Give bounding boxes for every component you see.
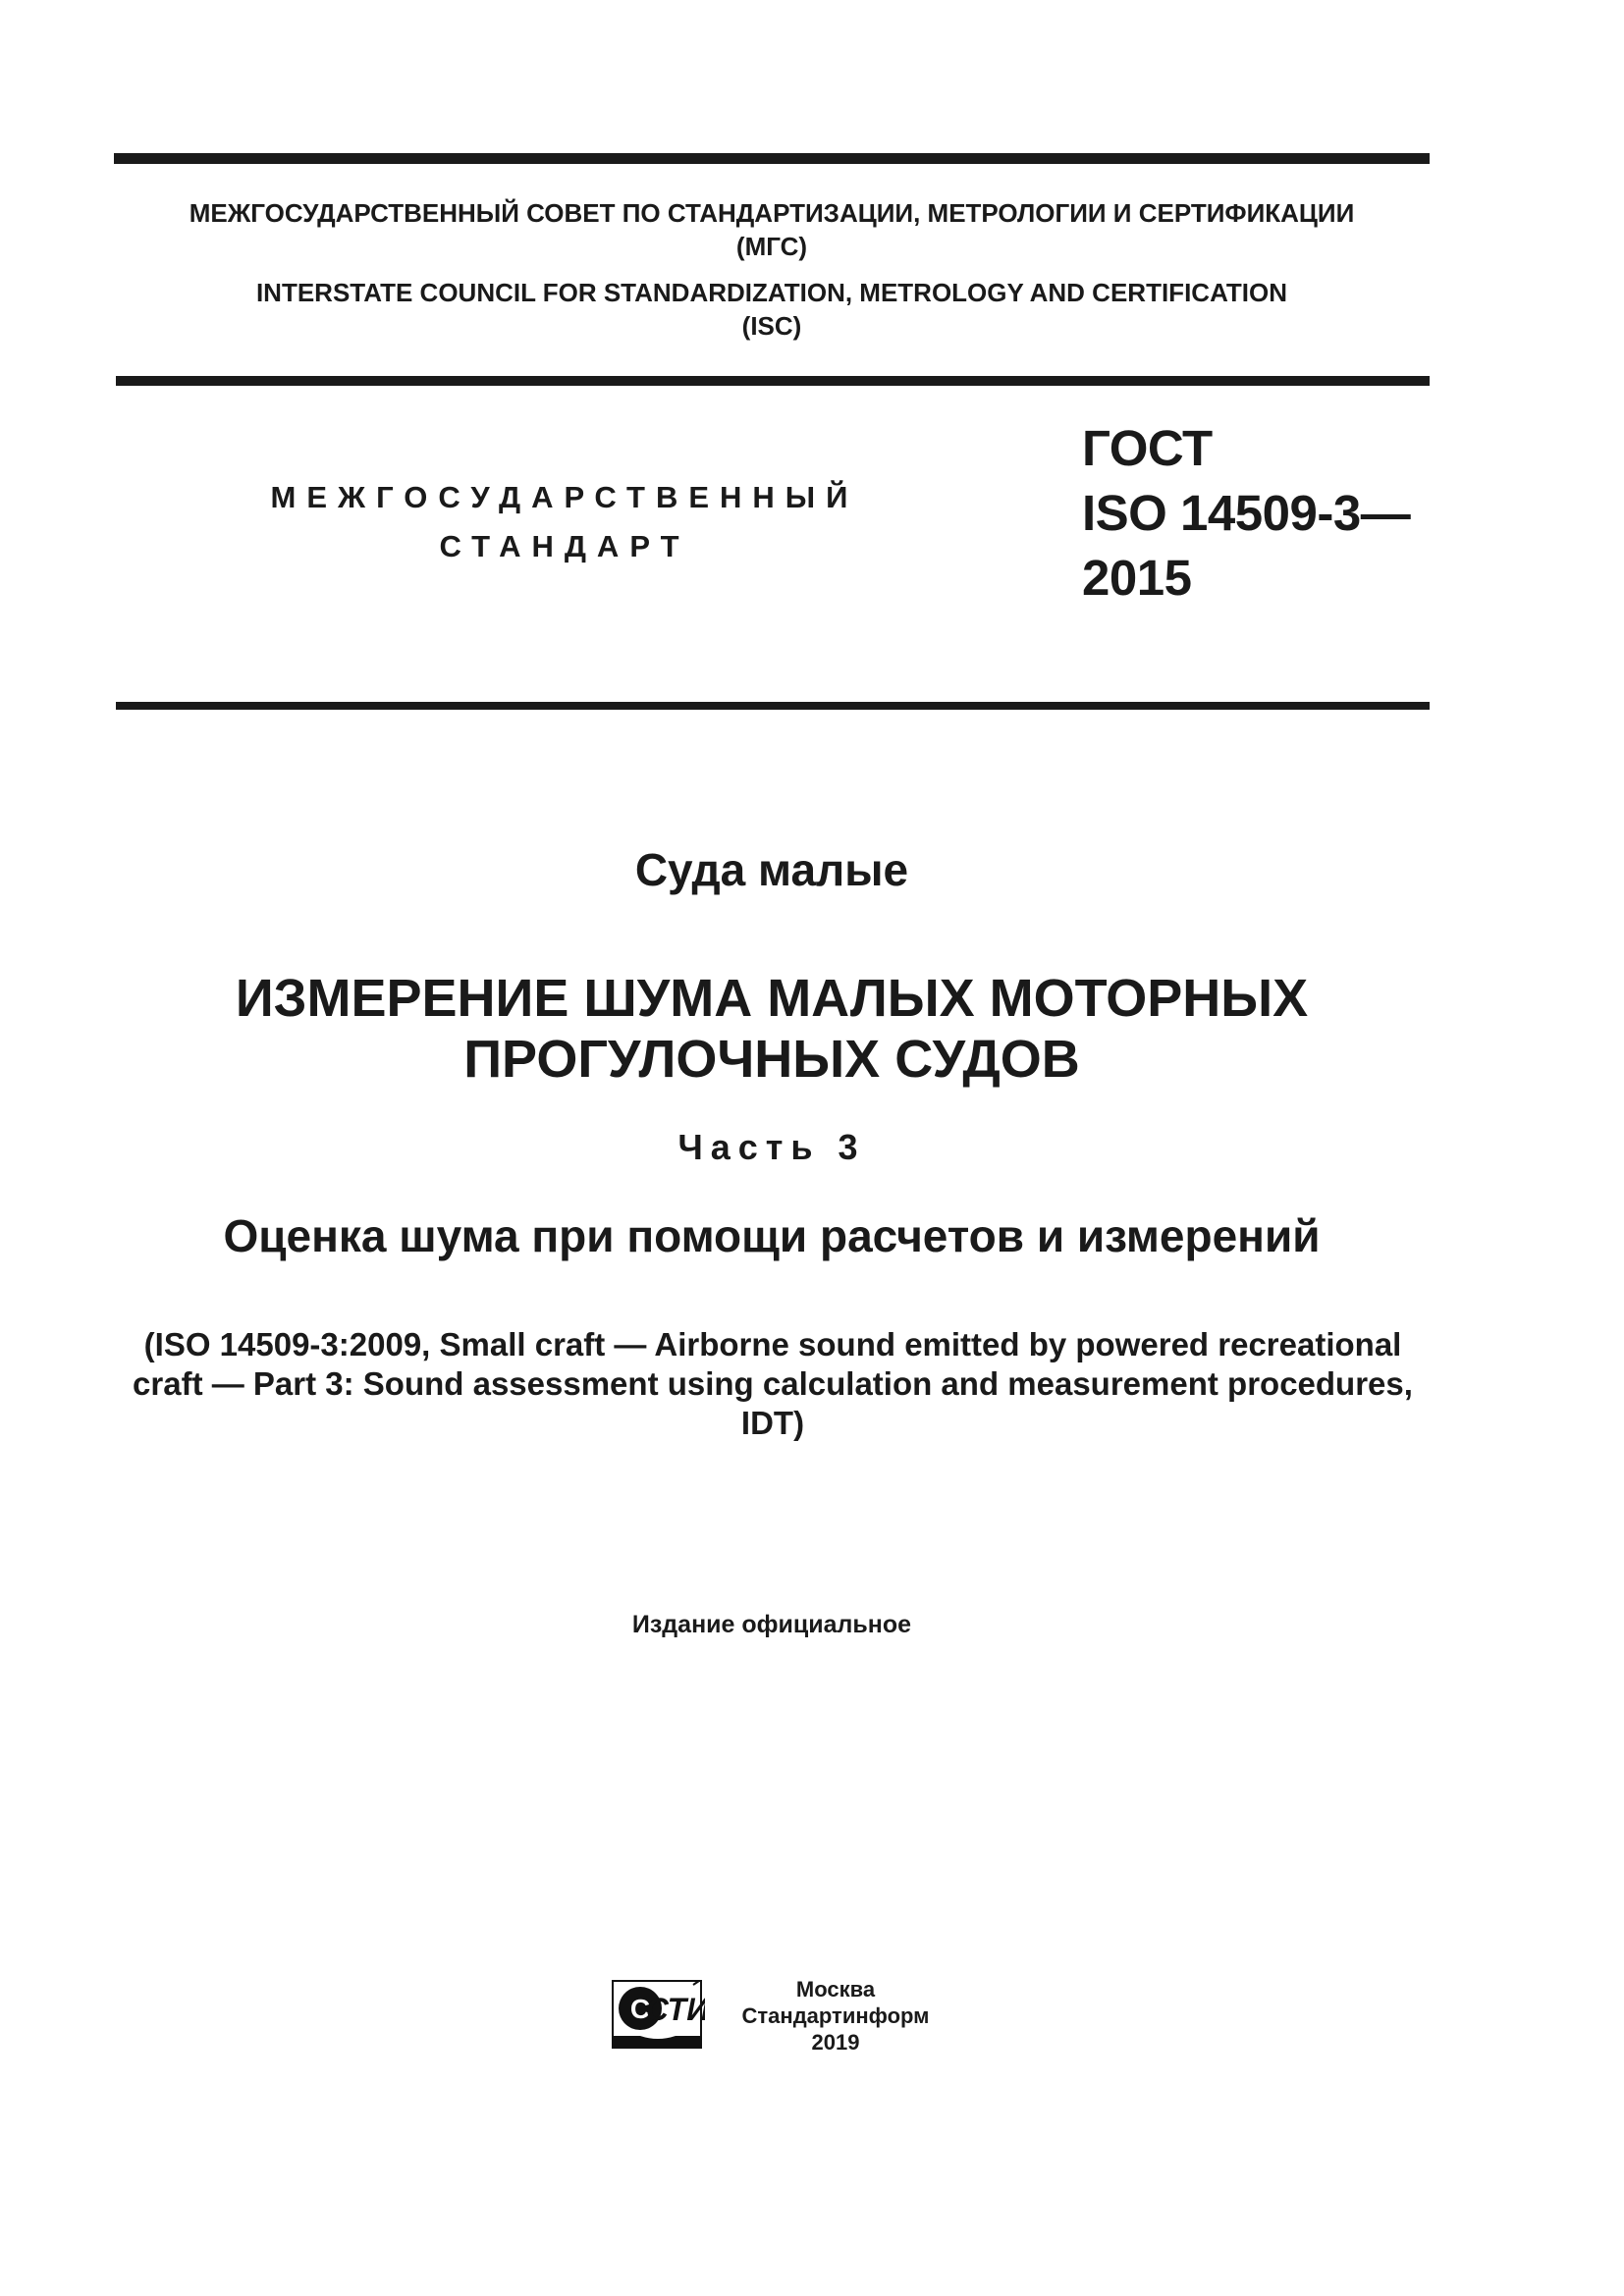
series-title: Суда малые	[634, 844, 909, 895]
standard-type: МЕЖГОСУДАРСТВЕННЫЙ СТАНДАРТ	[270, 480, 859, 563]
council-name-ru: МЕЖГОСУДАРСТВЕННЫЙ СОВЕТ ПО СТАНДАРТИЗАЦИИ, МЕТРОЛОГИИ И СЕРТИФИКАЦИИ (МГС)	[189, 198, 1355, 261]
edition-label: Издание официальное	[631, 1611, 912, 1638]
middle-rule	[116, 376, 1430, 386]
iso-reference: (ISO 14509-3:2009, Small craft — Airborne sound emitted by powered recreational craft — Part 3: Sound assessment using calculation and measurement procedures, IDT)	[133, 1326, 1413, 1441]
council-name-en: INTERSTATE COUNCIL FOR STANDARDIZATION, METROLOGY AND CERTIFICATION (ISC)	[255, 278, 1288, 341]
main-title: ИЗМЕРЕНИЕ ШУМА МАЛЫХ МОТОРНЫХ ПРОГУЛОЧНЫХ СУДОВ	[235, 969, 1309, 1089]
svg-text:СТИ: СТИ	[645, 1992, 705, 2027]
standartinform-logo-icon	[611, 1979, 705, 2052]
lower-rule	[116, 702, 1430, 710]
part-number: Часть 3	[677, 1127, 866, 1167]
part-subtitle: Оценка шума при помощи расчетов и измерений	[223, 1210, 1321, 1261]
standard-designation: ГОСТ ISO 14509-3— 2015	[1082, 420, 1411, 606]
publisher-imprint: Москва Стандартинформ 2019	[741, 1977, 930, 2055]
top-rule	[114, 153, 1430, 164]
svg-text:С: С	[629, 1994, 651, 2024]
